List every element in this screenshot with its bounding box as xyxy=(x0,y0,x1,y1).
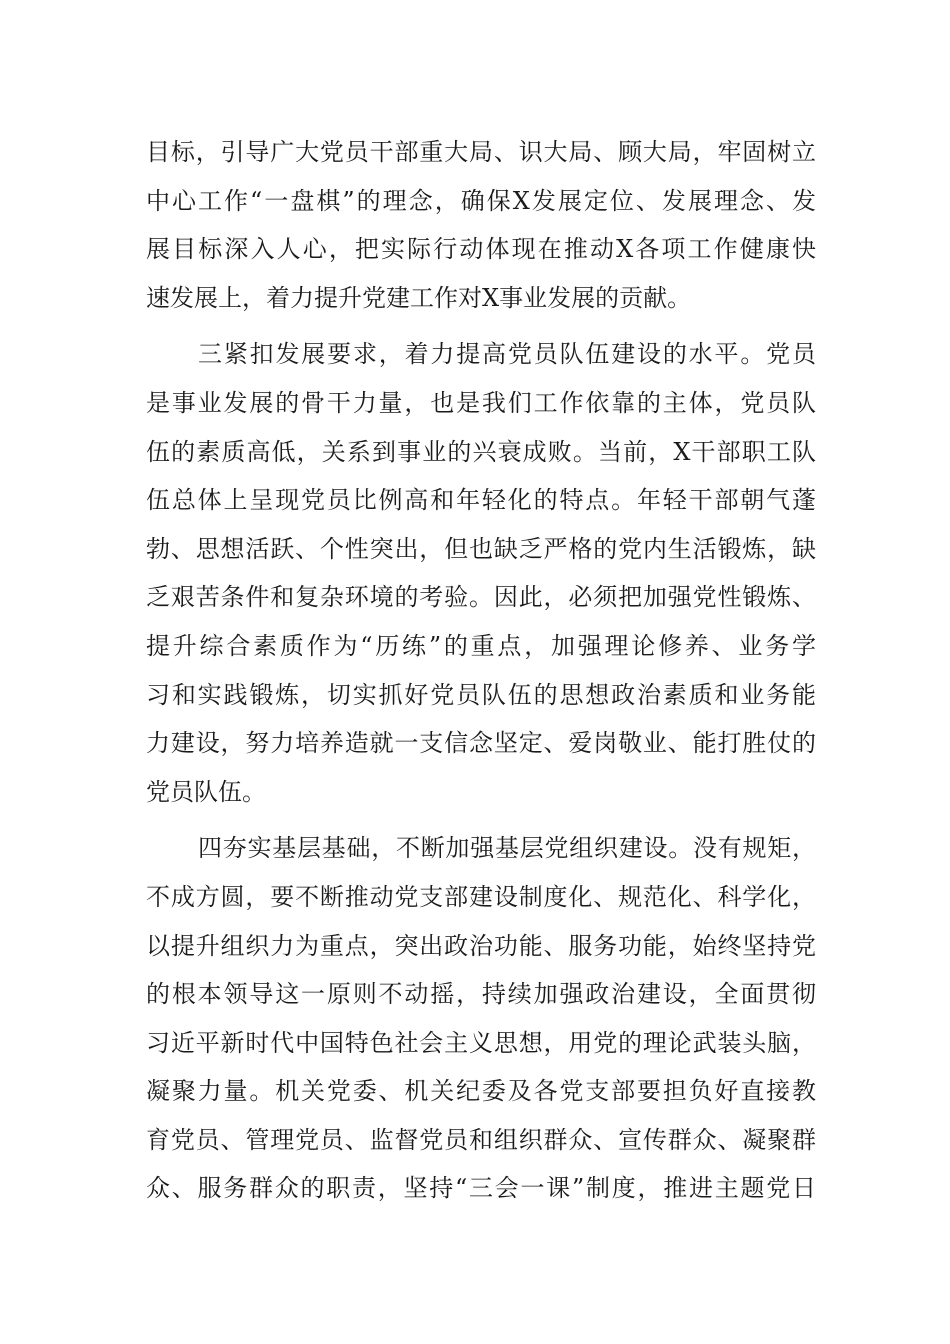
text-line: 以提升组织力为重点，突出政治功能、服务功能，始终坚持党 xyxy=(146,931,816,960)
text-line: 勃、思想活跃、个性突出，但也缺乏严格的党内生活锻炼，缺 xyxy=(146,534,816,563)
text-line: 展目标深入人心，把实际行动体现在推动X各项工作健康快 xyxy=(146,235,816,264)
text-line: 凝聚力量。机关党委、机关纪委及各党支部要担负好直接教 xyxy=(146,1077,816,1106)
text-line: 四夯实基层基础，不断加强基层党组织建设。没有规矩， xyxy=(198,834,816,863)
paragraph-2 xyxy=(146,330,816,816)
text-line: 目标，引导广大党员干部重大局、识大局、顾大局，牢固树立 xyxy=(146,138,816,166)
text-line: 众、服务群众的职责，坚持“三会一课”制度，推进主题党日 xyxy=(146,1174,816,1203)
text-line: 三紧扣发展要求，着力提高党员队伍建设的水平。党员 xyxy=(198,340,816,369)
text-line: 速发展上，着力提升党建工作对X事业发展的贡献。 xyxy=(146,283,692,312)
text-line: 伍的素质高低，关系到事业的兴衰成败。当前，X干部职工队 xyxy=(146,437,816,466)
text-line: 力建设，努力培养造就一支信念坚定、爱岗敬业、能打胜仗的 xyxy=(146,729,816,758)
text-line: 是事业发展的骨干力量，也是我们工作依靠的主体，党员队 xyxy=(146,388,816,417)
text-line: 中心工作“一盘棋”的理念，确保X发展定位、发展理念、发 xyxy=(146,186,816,215)
text-line: 乏艰苦条件和复杂环境的考验。因此，必须把加强党性锻炼、 xyxy=(146,583,816,612)
text-line: 习近平新时代中国特色社会主义思想，用党的理论武装头脑， xyxy=(146,1028,816,1057)
text-line: 伍总体上呈现党员比例高和年轻化的特点。年轻干部朝气蓬 xyxy=(146,486,816,515)
text-line: 育党员、管理党员、监督党员和组织群众、宣传群众、凝聚群 xyxy=(146,1125,816,1154)
paragraph-3 xyxy=(146,824,816,1213)
paragraph-1 xyxy=(146,128,816,322)
document-body xyxy=(146,128,816,1213)
text-line: 的根本领导这一原则不动摇，持续加强政治建设，全面贯彻 xyxy=(146,980,816,1009)
text-line: 习和实践锻炼，切实抓好党员队伍的思想政治素质和业务能 xyxy=(146,680,816,709)
text-line: 不成方圆，要不断推动党支部建设制度化、规范化、科学化， xyxy=(146,882,816,911)
text-line: 提升综合素质作为“历练”的重点，加强理论修养、业务学 xyxy=(146,631,816,660)
text-line: 党员队伍。 xyxy=(146,777,266,806)
